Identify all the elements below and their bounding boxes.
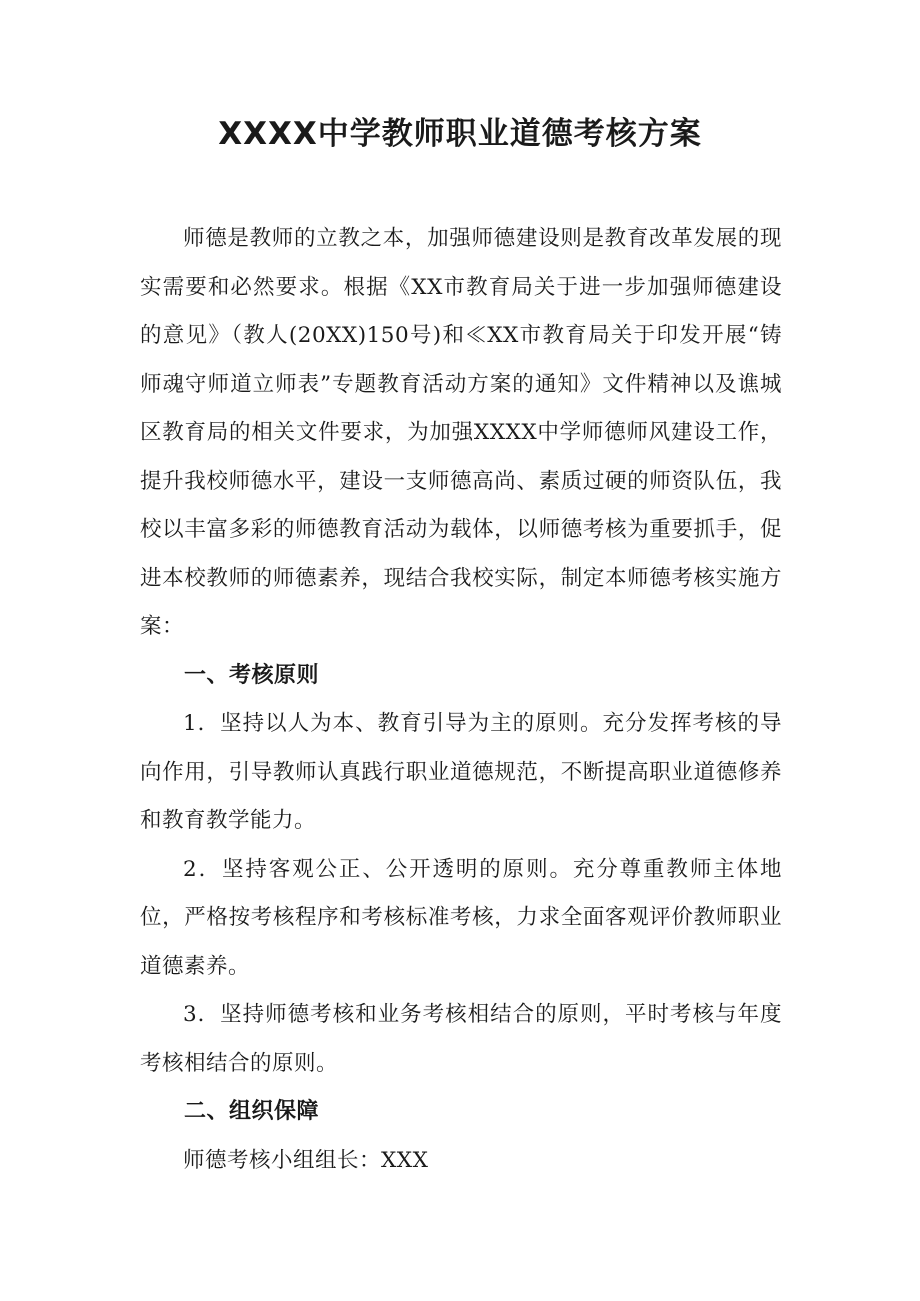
principle-item-1: 1．坚持以人为本、教育引导为主的原则。充分发挥考核的导向作用，引导教师认真践行职业道德规范，不断提高职业道德修养和教育教学能力。 [140,711,782,833]
principle-item-3: 3．坚持师德考核和业务考核相结合的原则，平时考核与年度考核相结合的原则。 [140,1002,782,1076]
section-heading-assessment-principles: 一、考核原则 [184,662,320,688]
document-body [140,215,782,1185]
principle-item-2: 2．坚持客观公正、公开透明的原则。充分尊重教师主体地位，严格按考核程序和考核标准考核，力求全面客观评价教师职业道德素养。 [140,856,782,979]
document-title: XXXX中学教师职业道德考核方案 [218,116,702,152]
team-leader-line: 师德考核小组组长：XXX [183,1147,429,1173]
intro-paragraph: 师德是教师的立教之本，加强师德建设则是教育改革发展的现实需要和必然要求。根据《XX市教育局关于进一步加强师德建设的意见》（教人(20XX)150号)和≪XX市教育局关于印发开展“铸师魂守师道立师表”专题教育活动方案的通知》文件精神以及谯城区教育局的相关文件要求，为加强XXXX中学师德师风建设工作，提升我校师德水平，建设一支师德高尚、素质过硬的师资队伍，我校以丰富多彩的师德教育活动为载体，以师德考核为重要抓手，促进本校教师的师德素养，现结合我校实际，制定本师德考核实施方案： [140,226,782,639]
section-heading-organization: 二、组织保障 [184,1099,320,1124]
